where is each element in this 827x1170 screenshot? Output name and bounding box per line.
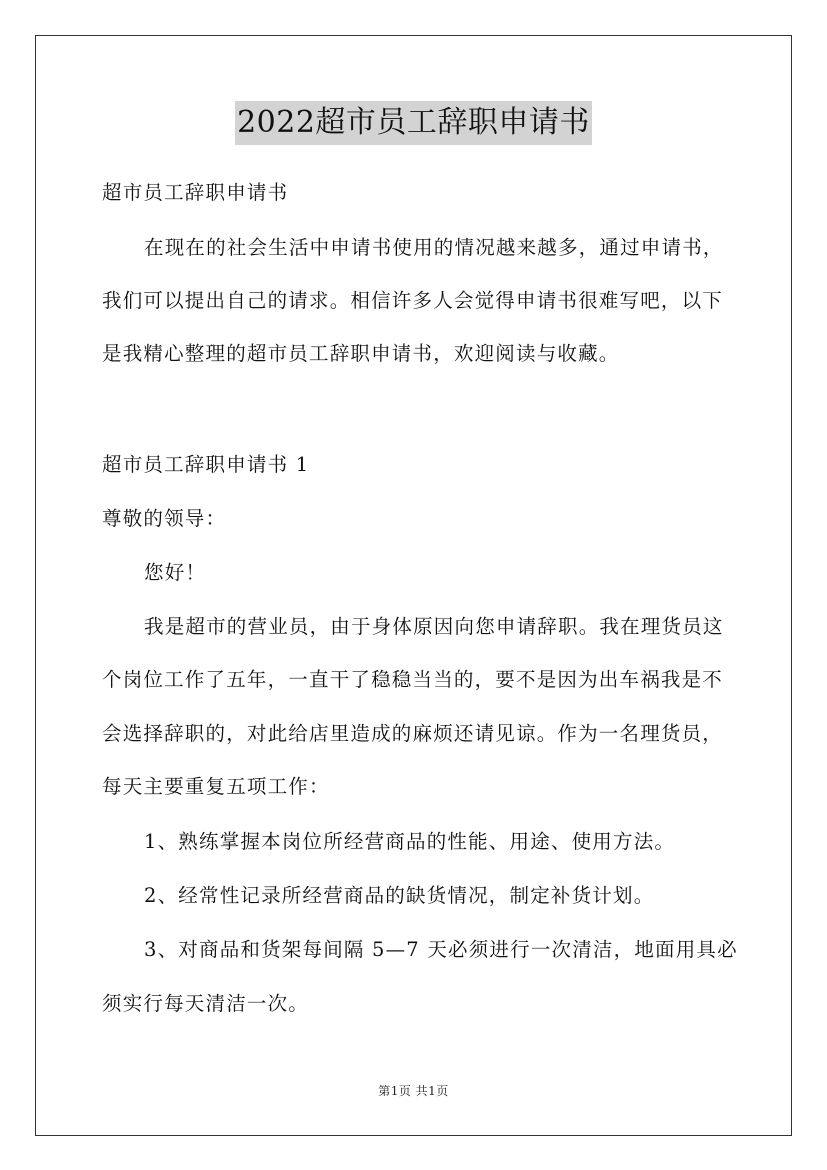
body-line: 个岗位工作了五年，一直干了稳稳当当的，要不是因为出车祸我是不: [102, 668, 724, 691]
greeting: 您好！: [144, 561, 207, 584]
document-title: 2022超市员工辞职申请书: [235, 101, 592, 145]
body-line: 是我精心整理的超市员工辞职申请书，欢迎阅读与收藏。: [102, 342, 620, 365]
body-line: 我们可以提出自己的请求。相信许多人会觉得申请书很难写吧，以下: [102, 289, 724, 312]
page-footer: 第1页 共1页: [378, 1084, 449, 1098]
list-item: 2、经常性记录所经营商品的缺货情况，制定补货计划。: [144, 884, 655, 907]
list-item-continuation: 须实行每天清洁一次。: [102, 992, 310, 1015]
body-line: 会选择辞职的，对此给店里造成的麻烦还请见谅。作为一名理货员，: [102, 722, 724, 745]
subtitle-line: 超市员工辞职申请书: [102, 181, 289, 204]
body-line: 我是超市的营业员，由于身体原因向您申请辞职。我在理货员这: [144, 615, 724, 638]
list-item: 1、熟练掌握本岗位所经营商品的性能、用途、使用方法。: [144, 830, 676, 853]
list-item: 3、对商品和货架每间隔 5—7 天必须进行一次清洁，地面用具必: [144, 938, 738, 961]
body-line: 每天主要重复五项工作：: [102, 775, 330, 798]
title-wrapper: [0, 101, 827, 145]
body-line: 在现在的社会生活中申请书使用的情况越来越多，通过申请书，: [144, 236, 724, 259]
section-heading: 超市员工辞职申请书 1: [102, 453, 310, 476]
salutation: 尊敬的领导：: [102, 507, 227, 530]
